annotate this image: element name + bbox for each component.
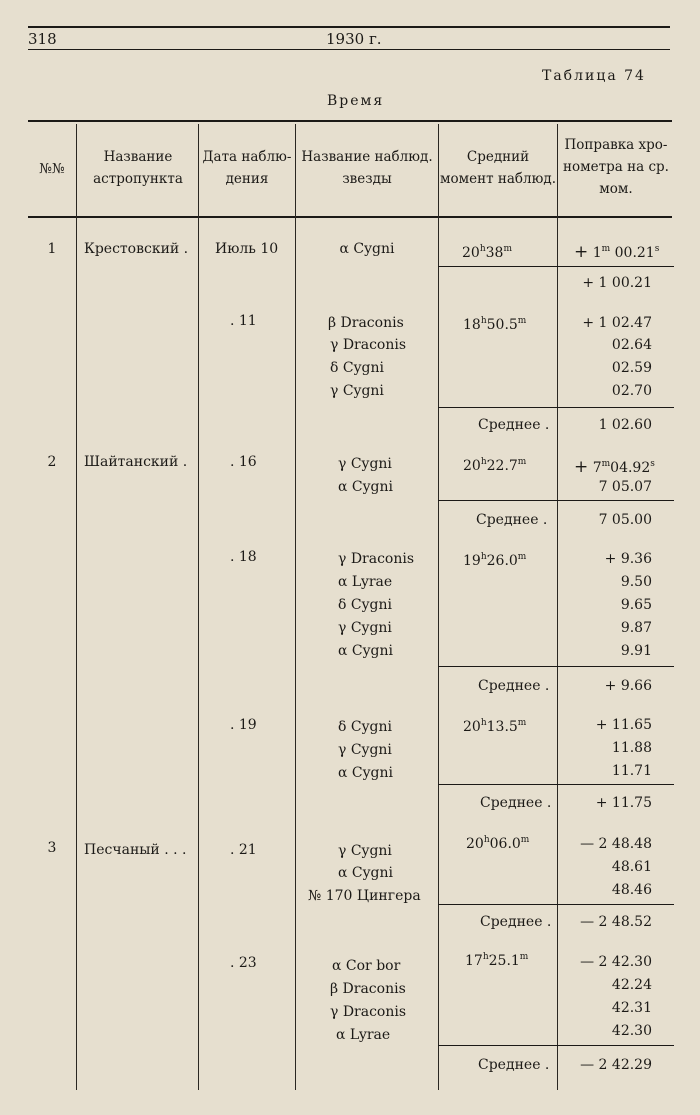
- rule-5: [438, 784, 674, 785]
- star-19-1: δ Cygni: [338, 719, 392, 735]
- star-18-5: α Cygni: [338, 643, 393, 659]
- corr-18-1: + 9.36: [604, 551, 652, 567]
- header-num: №№: [39, 161, 65, 177]
- rule-6: [438, 904, 674, 905]
- rule-7: [438, 1045, 674, 1046]
- avg-3-value: + 9.66: [604, 678, 652, 694]
- avg-6-label: Среднее .: [478, 1057, 550, 1073]
- col-divider-1: [76, 124, 77, 1090]
- date-19: . 19: [230, 717, 257, 733]
- col-divider-2: [198, 124, 199, 1090]
- moment-18: 19$^h$26.0$^m$: [463, 552, 527, 569]
- head-rule: [28, 49, 670, 50]
- row-1-num: 1: [47, 241, 57, 257]
- corr-23-2: 42.24: [611, 977, 652, 993]
- star-19-2: γ Cygni: [338, 742, 392, 758]
- corr-16-2: 7 05.07: [598, 479, 652, 495]
- star-11-2: γ Draconis: [330, 337, 407, 353]
- row-3-num: 3: [47, 840, 57, 856]
- corr-18-4: 9.87: [620, 620, 652, 636]
- avg-1-value: 1 02.60: [598, 417, 652, 433]
- row-1-station: Крестовский .: [84, 241, 189, 257]
- corr-23-3: 42.31: [611, 1000, 652, 1016]
- running-head: 1930 г.: [326, 30, 382, 48]
- star-23-2: β Draconis: [330, 981, 406, 997]
- star-23-1: α Cor bor: [332, 958, 401, 974]
- corr-19-2: 11.88: [611, 740, 652, 756]
- corr-21-1: — 2 48.48: [580, 836, 652, 852]
- star-18-3: δ Cygni: [338, 597, 392, 613]
- header-station: Название астропункта: [93, 149, 183, 187]
- table-header-rule: [28, 216, 672, 218]
- corr-18-3: 9.65: [620, 597, 652, 613]
- rule-3: [438, 500, 674, 501]
- avg-1-label: Среднее .: [478, 417, 550, 433]
- moment-11: 18$^h$50.5$^m$: [463, 316, 527, 333]
- row-1-correction: + 1$^m$ 00.21$^s$: [574, 242, 660, 262]
- star-16-1: γ Cygni: [338, 456, 392, 472]
- col-divider-5: [557, 124, 558, 1090]
- table-number: Таблица 74: [542, 68, 646, 84]
- row-3-date: . 21: [230, 842, 257, 858]
- header-correction: Поправка хро-нометра на ср. мом.: [563, 137, 669, 197]
- star-18-1: γ Draconis: [338, 551, 415, 567]
- moment-16: 20$^h$22.7$^m$: [463, 457, 527, 474]
- corr-11-1: + 1 02.47: [582, 315, 652, 331]
- page-number: 318: [28, 30, 57, 48]
- star-23-3: γ Draconis: [330, 1004, 407, 1020]
- avg-2-label: Среднее .: [476, 512, 548, 528]
- star-21-2: α Cygni: [338, 865, 393, 881]
- date-18: . 18: [230, 549, 257, 565]
- corr-11-3: 02.59: [611, 360, 652, 376]
- avg-5-label: Среднее .: [480, 914, 552, 930]
- header-date: Дата наблю-дения: [202, 149, 292, 187]
- row-1-correction-repeat: + 1 00.21: [582, 275, 652, 291]
- row-3-station: Песчаный . . .: [84, 842, 187, 858]
- star-11-3: δ Cygni: [330, 360, 384, 376]
- row-2-station: Шайтанский .: [84, 454, 188, 470]
- moment-21: 20$^h$06.0$^m$: [466, 835, 530, 852]
- corr-11-4: 02.70: [611, 383, 652, 399]
- star-11-1: β Draconis: [328, 315, 404, 331]
- moment-23: 17$^h$25.1$^m$: [465, 952, 529, 969]
- corr-16-1: + 7$^m$04.92$^s$: [574, 457, 655, 477]
- row-2-date: . 16: [230, 454, 257, 470]
- row-1-moment: 20$^h$38$^m$: [462, 244, 512, 261]
- table-top-rule: [28, 120, 672, 122]
- table-title: Время: [327, 93, 385, 109]
- avg-3-label: Среднее .: [478, 678, 550, 694]
- header-moment: Средний момент наблюд.: [440, 149, 556, 187]
- star-21-3: № 170 Цингера: [308, 888, 421, 904]
- header-star: Название наблюд. звезды: [301, 149, 433, 187]
- corr-23-1: — 2 42.30: [580, 954, 652, 970]
- corr-19-1: + 11.65: [595, 717, 652, 733]
- avg-2-value: 7 05.00: [598, 512, 652, 528]
- row-2-num: 2: [47, 454, 57, 470]
- col-divider-4: [438, 124, 439, 1090]
- corr-23-4: 42.30: [611, 1023, 652, 1039]
- star-18-2: α Lyrae: [338, 574, 393, 590]
- corr-21-3: 48.46: [611, 882, 652, 898]
- star-19-3: α Cygni: [338, 765, 393, 781]
- date-23: . 23: [230, 955, 257, 971]
- star-18-4: γ Cygni: [338, 620, 392, 636]
- moment-19: 20$^h$13.5$^m$: [463, 718, 527, 735]
- corr-18-2: 9.50: [620, 574, 652, 590]
- star-21-1: γ Cygni: [338, 843, 392, 859]
- avg-6-value: — 2 42.29: [580, 1057, 652, 1073]
- avg-5-value: — 2 48.52: [580, 914, 652, 930]
- avg-4-value: + 11.75: [595, 795, 652, 811]
- col-divider-3: [295, 124, 296, 1090]
- avg-4-label: Среднее .: [480, 795, 552, 811]
- row-1-date: Июль 10: [215, 241, 279, 257]
- rule-4: [438, 666, 674, 667]
- star-23-4: α Lyrae: [336, 1027, 391, 1043]
- corr-19-3: 11.71: [611, 763, 652, 779]
- corr-18-5: 9.91: [620, 643, 652, 659]
- corr-21-2: 48.61: [611, 859, 652, 875]
- row-1-star: α Cygni: [339, 241, 395, 257]
- corr-11-2: 02.64: [611, 337, 652, 353]
- date-11: . 11: [230, 313, 257, 329]
- rule-1: [438, 266, 674, 267]
- star-11-4: γ Cygni: [330, 383, 384, 399]
- top-rule: [28, 26, 670, 28]
- star-16-2: α Cygni: [338, 479, 393, 495]
- rule-2: [438, 407, 674, 408]
